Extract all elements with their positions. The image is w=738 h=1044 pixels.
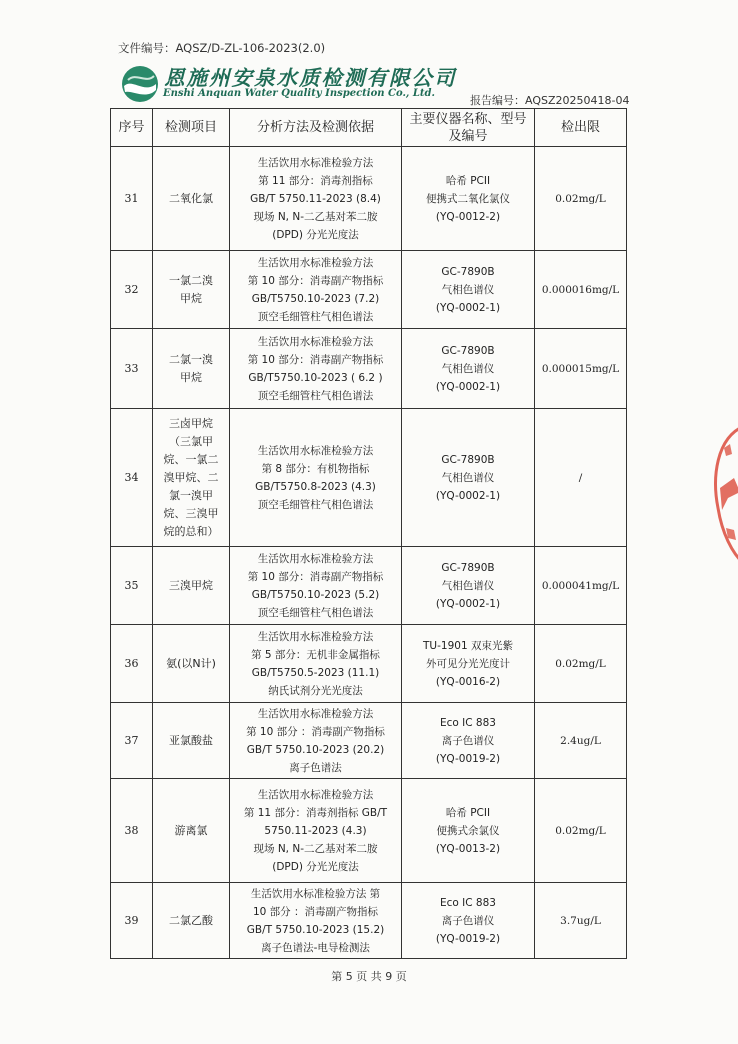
- test-item: 三卤甲烷 （三氯甲 烷、一氯二 溴甲烷、二 氯一溴甲 烷、三溴甲 烷的总和）: [153, 409, 230, 547]
- method-basis: 生活饮用水标准检验方法 第 11 部分：消毒剂指标 GB/T 5750.11-2023 (4.3) 现场 N, N-二乙基对苯二胺 (DPD) 分光光度法: [230, 779, 402, 883]
- detection-limit: /: [535, 409, 627, 547]
- detection-limit: 0.000041mg/L: [535, 547, 627, 625]
- instrument: Eco IC 883 离子色谱仪 (YQ-0019-2): [402, 883, 535, 959]
- instrument: Eco IC 883 离子色谱仪 (YQ-0019-2): [402, 703, 535, 779]
- detection-limit: 0.02mg/L: [535, 625, 627, 703]
- method-basis: 生活饮用水标准检验方法 第 10 部分：消毒副产物指标 GB/T5750.10-2023 (7.2) 顶空毛细管柱气相色谱法: [230, 251, 402, 329]
- table-row: [111, 409, 627, 547]
- instrument: 哈希 PCII 便携式二氧化氯仪 (YQ-0012-2): [402, 147, 535, 251]
- table-row: [111, 625, 627, 703]
- table-row: [111, 329, 627, 409]
- test-item: 氨(以N计): [153, 625, 230, 703]
- test-item: 二氯乙酸: [153, 883, 230, 959]
- test-item: 二氯一溴 甲烷: [153, 329, 230, 409]
- instrument: 哈希 PCII 便携式余氯仪 (YQ-0013-2): [402, 779, 535, 883]
- row-number: 39: [111, 883, 153, 959]
- test-item: 一氯二溴 甲烷: [153, 251, 230, 329]
- table-row: [111, 251, 627, 329]
- method-basis: 生活饮用水标准检验方法 第 11 部分：消毒剂指标 GB/T 5750.11-2023 (8.4) 现场 N, N-二乙基对苯二胺 (DPD) 分光光度法: [230, 147, 402, 251]
- table-row: [111, 547, 627, 625]
- inspection-method-table: [110, 108, 627, 959]
- table-header-row: [111, 109, 627, 147]
- red-seal-stamp-icon: [706, 418, 738, 568]
- row-number: 35: [111, 547, 153, 625]
- detection-limit: 0.000015mg/L: [535, 329, 627, 409]
- header-limit: 检出限: [535, 109, 627, 147]
- company-name-en: Enshi Anquan Water Quality Inspection Co., Ltd.: [163, 88, 436, 99]
- instrument: GC-7890B 气相色谱仪 (YQ-0002-1): [402, 251, 535, 329]
- method-basis: 生活饮用水标准检验方法 第 10 部分：消毒副产物指标 GB/T5750.10-2023 (5.2) 顶空毛细管柱气相色谱法: [230, 547, 402, 625]
- row-number: 31: [111, 147, 153, 251]
- instrument: GC-7890B 气相色谱仪 (YQ-0002-1): [402, 409, 535, 547]
- method-basis: 生活饮用水标准检验方法 第 5 部分：无机非金属指标 GB/T5750.5-2023 (11.1) 纳氏试剂分光光度法: [230, 625, 402, 703]
- method-basis: 生活饮用水标准检验方法 第 10 部分 ：消毒副产物指标 GB/T 5750.10-2023 (15.2) 离子色谱法-电导检测法: [230, 883, 402, 959]
- test-item: 游离氯: [153, 779, 230, 883]
- header-instrument: 主要仪器名称、型号及编号: [402, 109, 535, 147]
- instrument: TU-1901 双束光紫 外可见分光光度计 (YQ-0016-2): [402, 625, 535, 703]
- method-basis: 生活饮用水标准检验方法 第 10 部分 ：消毒副产物指标 GB/T 5750.10-2023 (20.2) 离子色谱法: [230, 703, 402, 779]
- detection-limit: 2.4ug/L: [535, 703, 627, 779]
- method-basis: 生活饮用水标准检验方法 第 8 部分：有机物指标 GB/T5750.8-2023 (4.3) 顶空毛细管柱气相色谱法: [230, 409, 402, 547]
- file-number: 文件编号：AQSZ/D-ZL-106-2023(2.0): [118, 41, 326, 55]
- header-no: 序号: [111, 109, 153, 147]
- test-item: 亚氯酸盐: [153, 703, 230, 779]
- test-item: 二氧化氯: [153, 147, 230, 251]
- company-name-cn: 恩施州安泉水质检测有限公司: [164, 66, 457, 90]
- company-logo-icon: [120, 64, 160, 104]
- row-number: 38: [111, 779, 153, 883]
- detection-limit: 0.02mg/L: [535, 779, 627, 883]
- detection-limit: 3.7ug/L: [535, 883, 627, 959]
- instrument: GC-7890B 气相色谱仪 (YQ-0002-1): [402, 547, 535, 625]
- detection-limit: 0.000016mg/L: [535, 251, 627, 329]
- test-item: 三溴甲烷: [153, 547, 230, 625]
- page-footer: 第 5 页 共 9 页: [331, 970, 407, 983]
- table-row: [111, 703, 627, 779]
- instrument: GC-7890B 气相色谱仪 (YQ-0002-1): [402, 329, 535, 409]
- table-row: [111, 779, 627, 883]
- row-number: 33: [111, 329, 153, 409]
- report-number: 报告编号：AQSZ20250418-04: [470, 94, 630, 107]
- header-item: 检测项目: [153, 109, 230, 147]
- row-number: 32: [111, 251, 153, 329]
- detection-limit: 0.02mg/L: [535, 147, 627, 251]
- row-number: 37: [111, 703, 153, 779]
- header-method: 分析方法及检测依据: [230, 109, 402, 147]
- table-row: [111, 147, 627, 251]
- table-row: [111, 883, 627, 959]
- method-basis: 生活饮用水标准检验方法 第 10 部分：消毒副产物指标 GB/T5750.10-2023 ( 6.2 ) 顶空毛细管柱气相色谱法: [230, 329, 402, 409]
- row-number: 36: [111, 625, 153, 703]
- row-number: 34: [111, 409, 153, 547]
